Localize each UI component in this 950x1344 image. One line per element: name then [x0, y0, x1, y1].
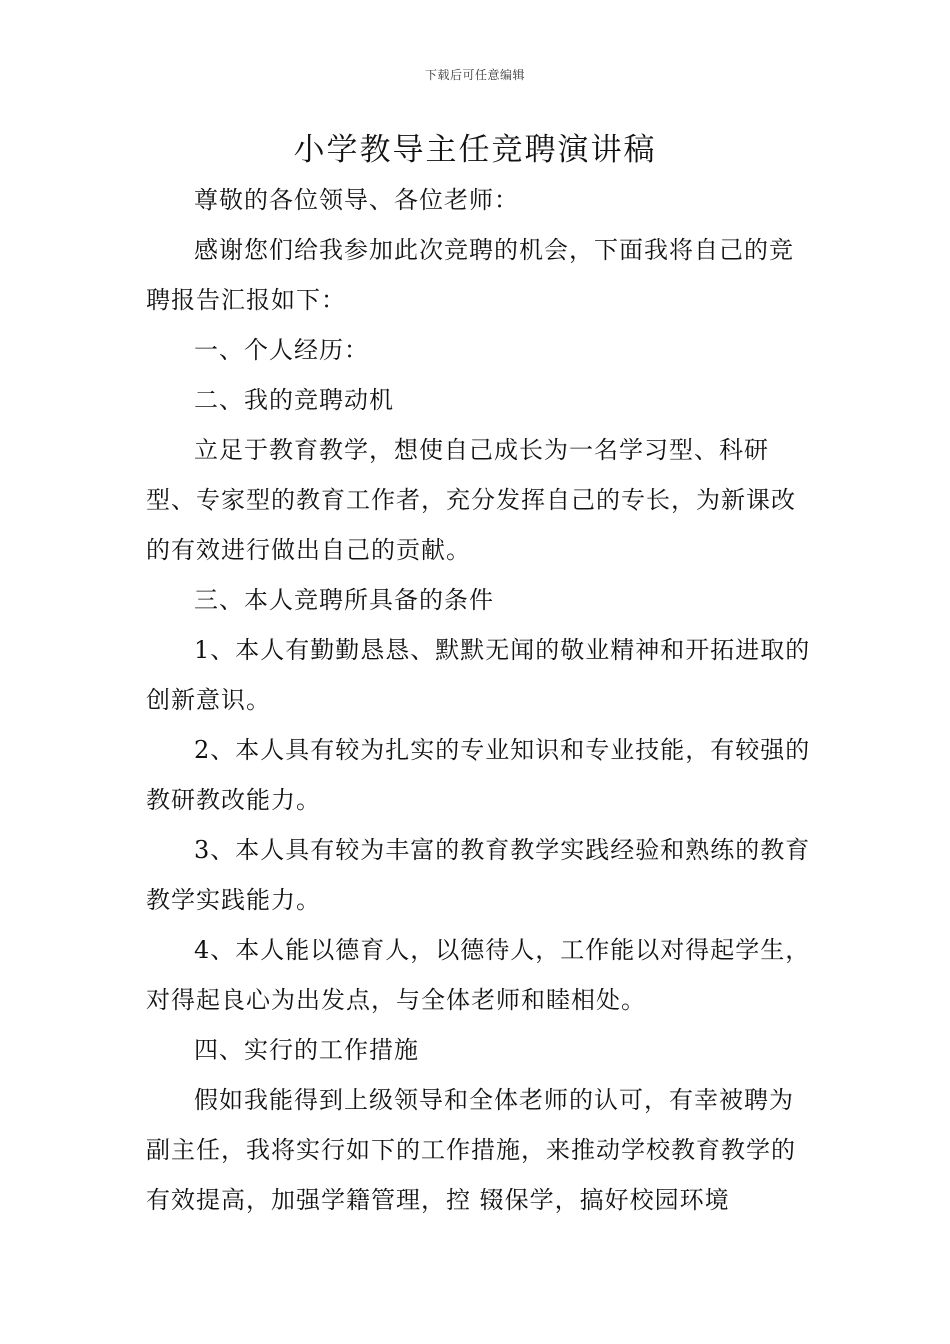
paragraph-thanks: 感谢您们给我参加此次竞聘的机会，下面我将自己的竞聘报告汇报如下： — [146, 236, 794, 314]
paragraph-motivation: 立足于教育教学，想使自己成长为一名学习型、科研型、专家型的教育工作者，充分发挥自己的专长，为新课改的有效进行做出自己的贡献。 — [146, 436, 796, 564]
paragraph-work-measures: 假如我能得到上级领导和全体老师的认可，有幸被聘为副主任，我将实行如下的工作措施，来推动学校教育教学的有效提高，加强学籍管理，控 辍保学，搞好校园环境 — [146, 1086, 796, 1214]
document-body — [146, 175, 816, 1225]
paragraph-salutation: 尊敬的各位领导、各位老师： — [194, 186, 519, 214]
paragraph-qualification-3: 3、本人具有较为丰富的教育教学实践经验和熟练的教育教学实践能力。 — [146, 836, 811, 914]
section-heading-qualifications: 三、本人竞聘所具备的条件 — [194, 586, 494, 614]
document-title: 小学教导主任竞聘演讲稿 — [293, 132, 657, 168]
paragraph-qualification-2: 2、本人具有较为扎实的专业知识和专业技能，有较强的教研教改能力。 — [146, 736, 811, 814]
section-heading-work-measures: 四、实行的工作措施 — [194, 1036, 419, 1064]
paragraph-qualification-1: 1、本人有勤勤恳恳、默默无闻的敬业精神和开拓进取的创新意识。 — [146, 636, 811, 714]
paragraph-qualification-4: 4、本人能以德育人，以德待人，工作能以对得起学生，对得起良心为出发点，与全体老师和睦相处。 — [146, 936, 811, 1014]
header-note: 下载后可任意编辑 — [424, 68, 525, 82]
section-heading-personal-experience: 一、个人经历： — [194, 336, 369, 364]
section-heading-motivation: 二、我的竞聘动机 — [194, 386, 394, 414]
